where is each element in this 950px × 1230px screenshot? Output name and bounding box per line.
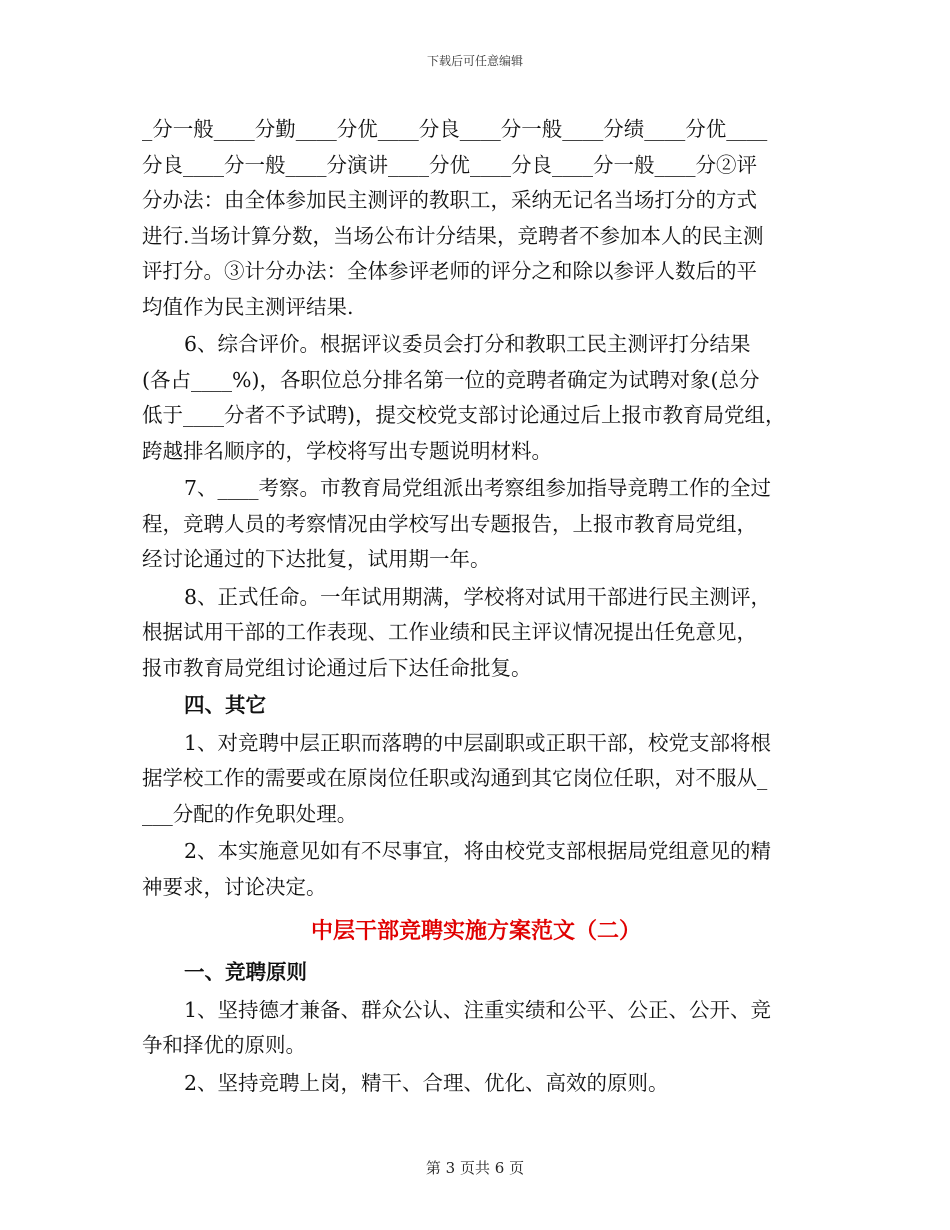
s1-item-1-line: 1、坚持德才兼备、群众公认、注重实绩和公平、公正、公开、竞: [184, 997, 772, 1022]
item-7-line: 经讨论通过的下达批复，试用期一年。: [142, 547, 491, 571]
s4-item-1-line: 据学校工作的需要或在原岗位任职或沟通到其它岗位任职，对不服从_: [142, 766, 768, 790]
item-6-line: (各占____%)，各职位总分排名第一位的竞聘者确定为试聘对象(总分: [142, 367, 760, 392]
body-line: _分一般____分勤____分优____分良____分一般____分绩____分优____: [142, 117, 768, 141]
item-7-line: 程，竞聘人员的考察情况由学校写出专题报告，上报市教育局党组，: [142, 511, 757, 536]
document-title: 中层干部竞聘实施方案范文（二）: [310, 918, 641, 944]
body-line: 均值作为民主测评结果.: [142, 294, 354, 319]
item-6-line: 跨越排名顺序的，学校将写出专题说明材料。: [142, 438, 552, 463]
item-8-line: 根据试用干部的工作表现、工作业绩和民主评议情况提出任免意见，: [142, 620, 757, 644]
body-line: 分良____分一般____分演讲____分优____分良____分一般____分②评: [142, 152, 757, 177]
s4-item-2-line: 神要求，讨论决定。: [142, 874, 327, 899]
item-6-line: 6、综合评价。根据评议委员会打分和教职工民主测评打分结果: [184, 332, 751, 356]
section-1-heading: 一、竞聘原则: [184, 960, 307, 984]
s4-item-1-line: 1、对竞聘中层正职而落聘的中层副职或正职干部，校党支部将根: [184, 730, 772, 755]
s1-item-2-line: 2、坚持竞聘上岗，精干、合理、优化、高效的原则。: [184, 1070, 669, 1095]
body-line: 进行.当场计算分数，当场公布计分结果，竞聘者不参加本人的民主测: [142, 223, 764, 248]
body-line: 分办法：由全体参加民主测评的教职工，采纳无记名当场打分的方式: [142, 188, 757, 212]
item-8-line: 报市教育局党组讨论通过后下达任命批复。: [142, 655, 532, 680]
item-6-line: 低于____分者不予试聘)，提交校党支部讨论通过后上报市教育局党组，: [142, 403, 786, 427]
document-body: [142, 112, 810, 1101]
s1-item-1-line: 争和择优的原则。: [142, 1033, 306, 1057]
page-footer: 第 3 页共 6 页: [425, 1159, 525, 1177]
s4-item-2-line: 2、本实施意见如有不尽事宜，将由校党支部根据局党组意见的精: [184, 839, 772, 863]
body-line: 评打分。③计分办法：全体参评老师的评分之和除以参评人数后的平: [142, 259, 757, 283]
page-header: 下载后可任意编辑: [426, 54, 523, 68]
section-4-heading: 四、其它: [184, 693, 266, 717]
item-8-line: 8、正式任命。一年试用期满，学校将对试用干部进行民主测评，: [184, 584, 772, 609]
item-7-line: 7、____考察。市教育局党组派出考察组参加指导竞聘工作的全过: [184, 476, 772, 500]
s4-item-1-line: ___分配的作免职处理。: [142, 801, 358, 826]
